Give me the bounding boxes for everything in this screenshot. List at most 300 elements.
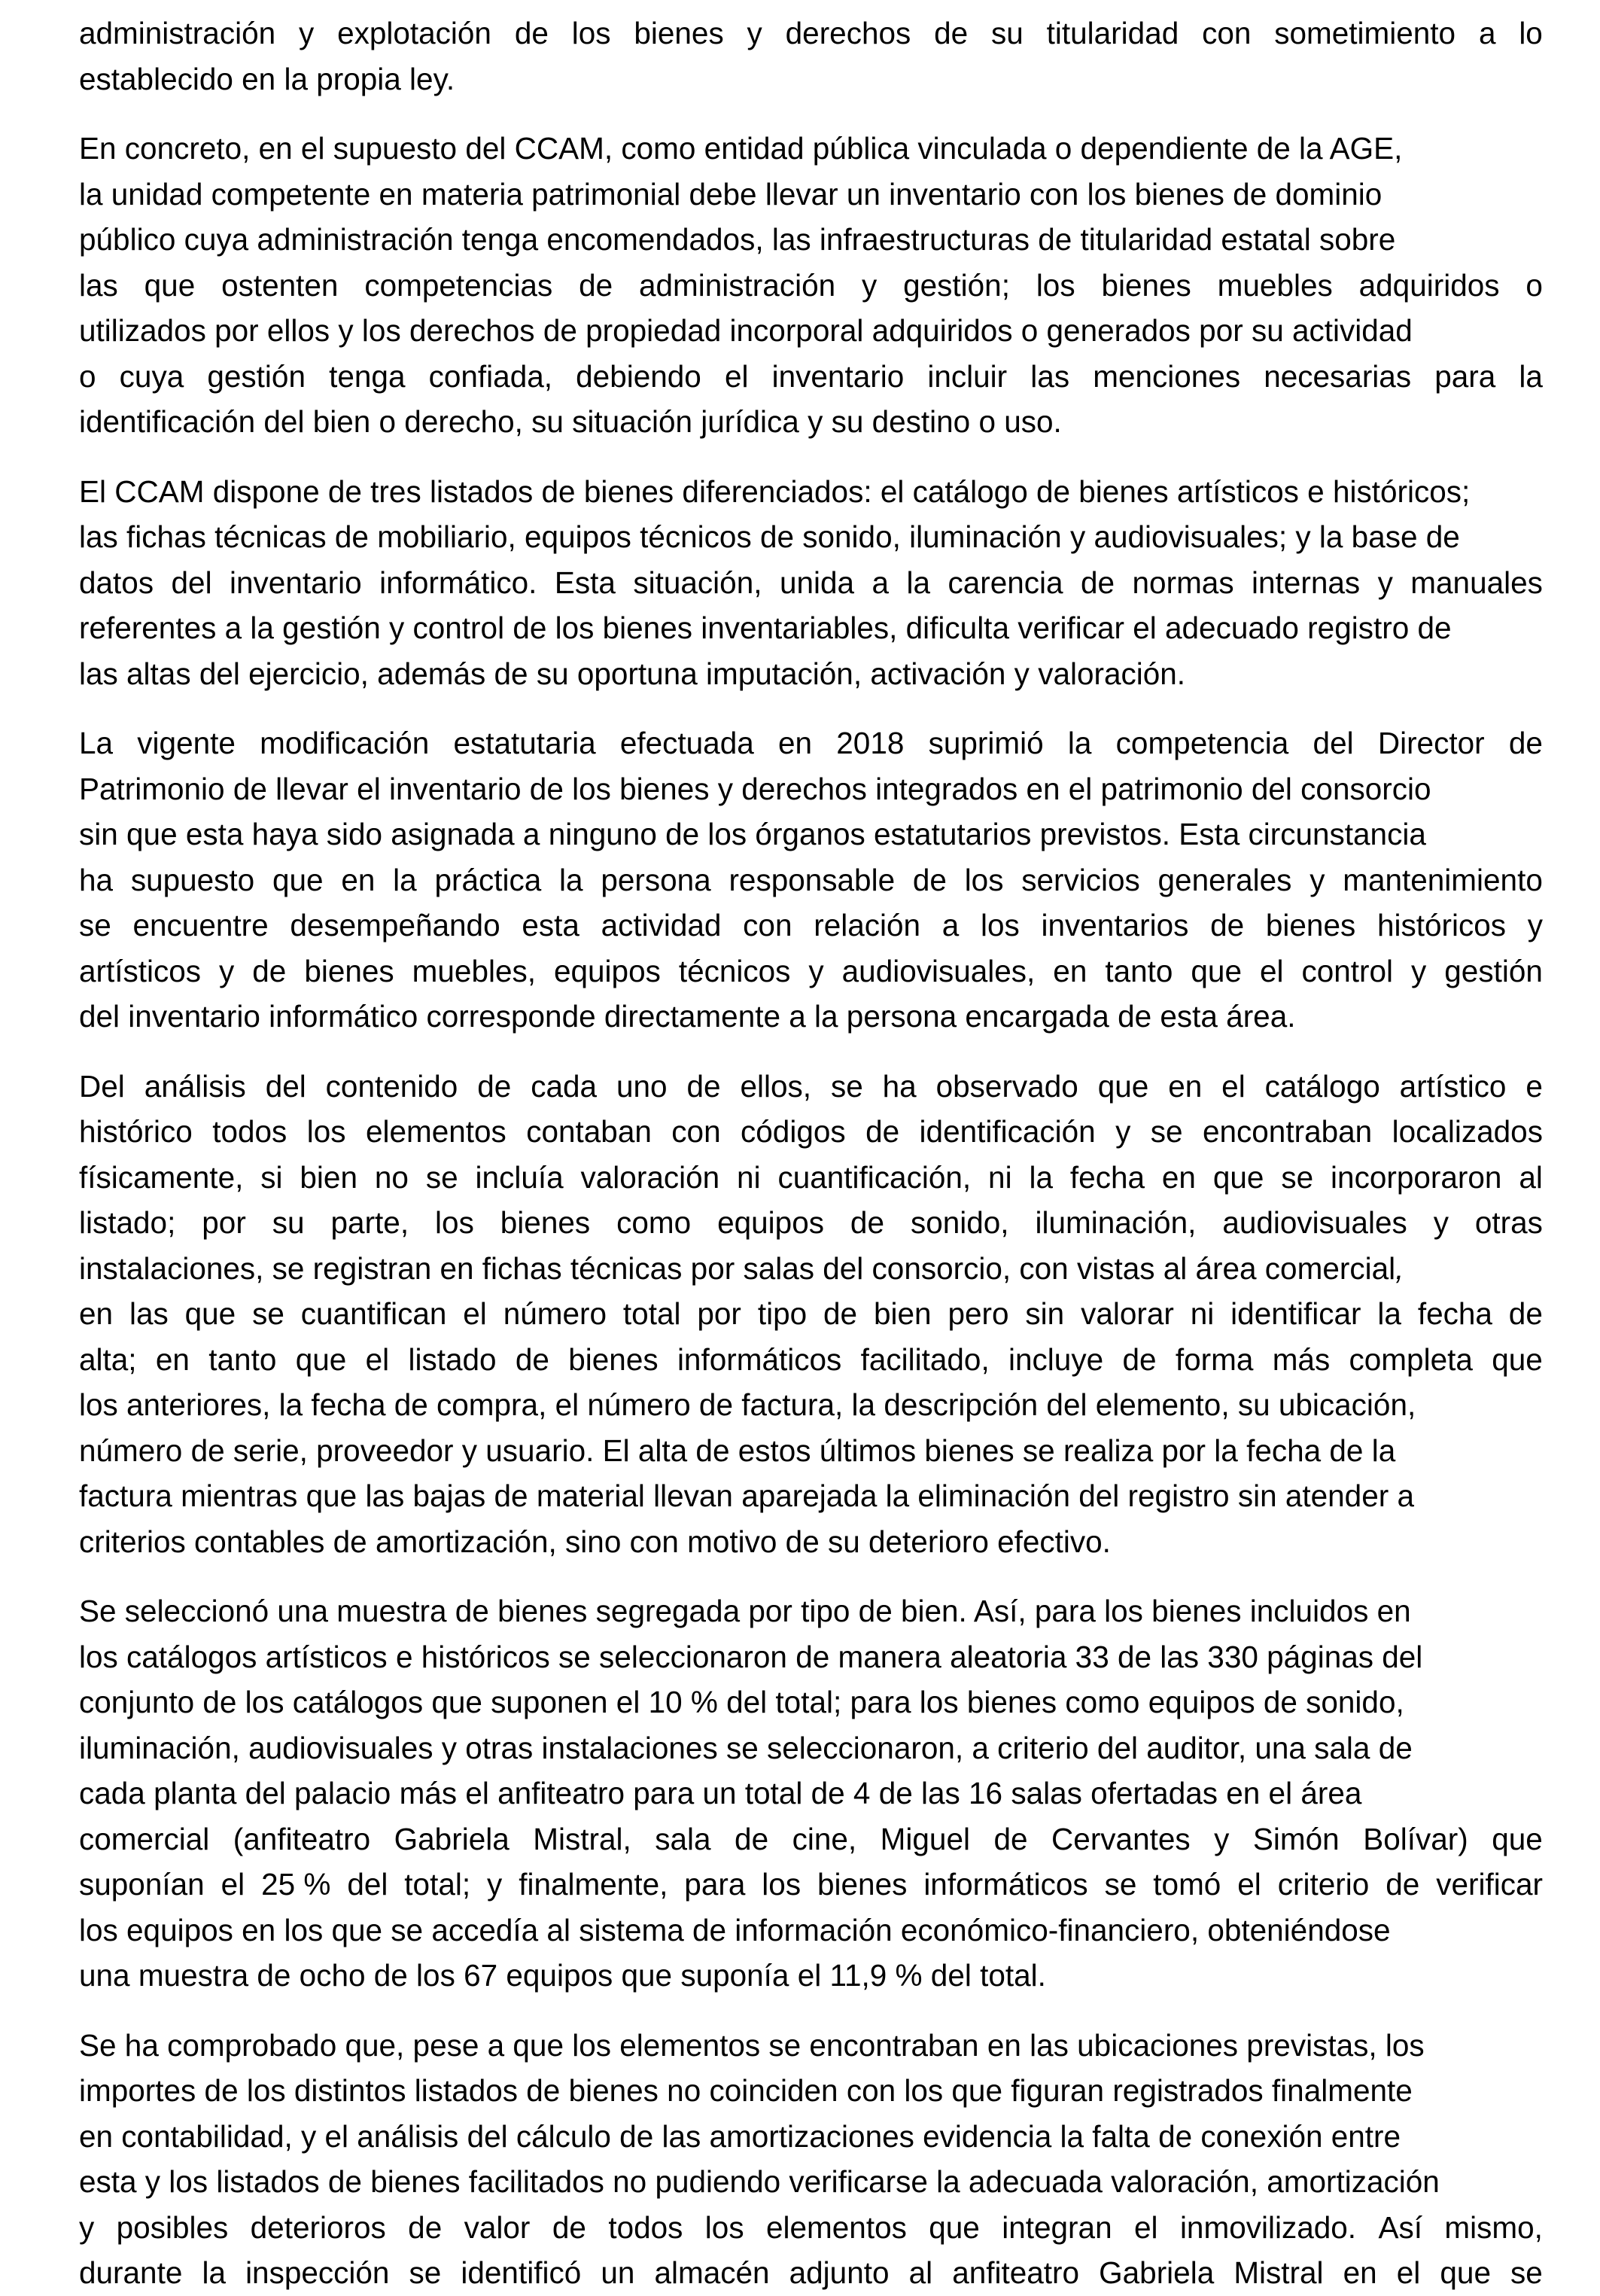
text-line: público cuya administración tenga encomendados, las infraestructuras de titularidad estatal sobre [79, 222, 1396, 257]
word: físicamente, [79, 1159, 244, 1195]
word: el [1396, 2255, 1421, 2290]
word: Director [1377, 726, 1485, 760]
word: en [1343, 2255, 1377, 2290]
word: las [1030, 358, 1070, 394]
word: se [1281, 1159, 1314, 1195]
word: identificación [919, 1114, 1096, 1149]
word: derechos [785, 16, 911, 50]
text-line [79, 354, 1543, 400]
word: supuesto [130, 862, 255, 897]
word: artísticos [79, 953, 202, 988]
word: y [1310, 862, 1325, 897]
word: y [1411, 953, 1427, 988]
text-line: establecido en la propia ley. [79, 61, 455, 96]
word: unida [779, 565, 855, 600]
text-line [79, 903, 1543, 949]
word: normas [1132, 565, 1234, 600]
word: necesarias [1264, 358, 1412, 394]
word: el [221, 1867, 245, 1902]
word: de [252, 953, 287, 988]
word: que [184, 1296, 236, 1331]
word: Del [79, 1068, 125, 1104]
word: el [724, 358, 749, 394]
word: de [1508, 1296, 1543, 1331]
text-line: El CCAM dispone de tres listados de bienes diferenciados: el catálogo de bienes artísticos e históricos; [79, 474, 1471, 509]
word: más [1272, 1341, 1331, 1377]
word: ni [988, 1159, 1012, 1195]
word: datos [79, 565, 154, 600]
text-line [79, 1291, 1543, 1337]
paragraph [79, 1064, 1543, 1565]
word: los [981, 908, 1020, 942]
word: se [252, 1296, 284, 1331]
word: informáticos [923, 1867, 1088, 1902]
word: ellos, [740, 1068, 812, 1104]
word: confiada, [428, 358, 552, 394]
word: menciones [1093, 358, 1241, 394]
word: la [393, 862, 417, 897]
word: y [1527, 908, 1543, 942]
word: tenga [329, 358, 406, 394]
word: identificó [461, 2255, 582, 2290]
word: que [1212, 1159, 1264, 1195]
word: y [487, 1867, 503, 1902]
word: debiendo [576, 358, 701, 394]
italic-punctuation: , [1395, 1250, 1404, 1286]
word: en [777, 726, 813, 760]
word: administración [79, 16, 276, 50]
word: del [347, 1867, 388, 1902]
word: incluye [1008, 1341, 1104, 1377]
word: de [865, 1114, 900, 1149]
word: Gabriela [1099, 2255, 1215, 2290]
word: Esta [554, 565, 616, 600]
word: y [1377, 565, 1393, 600]
word: explotación [337, 16, 491, 50]
word: adquiridos [1358, 267, 1500, 303]
word: la [1519, 358, 1543, 394]
word: Mistral, [533, 1821, 631, 1856]
word: iluminación, [1035, 1205, 1197, 1240]
text-line [79, 1862, 1543, 1908]
word: ha [79, 862, 114, 897]
text-line: Se seleccionó una muestra de bienes segregada por tipo de bien. Así, para los bienes incluidos en [79, 1594, 1411, 1628]
word: la [559, 862, 583, 897]
word: generales [1157, 862, 1292, 897]
text-line [79, 1109, 1543, 1155]
word: que [295, 1341, 347, 1377]
word: completa [1349, 1341, 1473, 1377]
word: responsable [729, 862, 896, 897]
word: se [830, 1068, 863, 1104]
word: elementos [365, 1114, 506, 1149]
word: situación, [633, 565, 762, 600]
word: en [341, 862, 376, 897]
word: de [686, 1068, 721, 1104]
word: y [1214, 1821, 1230, 1856]
word: que [144, 267, 196, 303]
text-line: los equipos en los que se accedía al sistema de información económico-financiero, obteniéndose [79, 1912, 1391, 1947]
text-line: identificación del bien o derecho, su situación jurídica y su destino o uso. [79, 404, 1062, 439]
word: bienes [1265, 908, 1356, 942]
word: los [306, 1114, 346, 1149]
word: de [912, 862, 947, 897]
word: total; [404, 1867, 471, 1902]
word: contaban [526, 1114, 652, 1149]
text-line [79, 263, 1543, 309]
word: inventario [771, 358, 905, 394]
word: sonido, [910, 1205, 1009, 1240]
word: encuentre [132, 908, 269, 942]
paragraph [79, 1588, 1543, 1999]
text-line: esta y los listados de bienes facilitados no pudiendo verificarse la adecuada valoración, amortización [79, 2164, 1440, 2199]
word: por [697, 1296, 741, 1331]
word: número [503, 1296, 607, 1331]
word: (anfiteatro [233, 1821, 371, 1856]
word: los [704, 2209, 744, 2245]
word: se [1150, 1114, 1183, 1149]
word: modificación [260, 726, 430, 760]
word: ni [737, 1159, 761, 1195]
word: sin [1025, 1296, 1065, 1331]
word: al [1519, 1159, 1543, 1195]
word: la [202, 2255, 226, 2290]
word: el [463, 1296, 487, 1331]
word: comercial [79, 1821, 210, 1856]
word: inspección [245, 2255, 390, 2290]
word: valoración [580, 1159, 720, 1195]
word: artístico [1399, 1068, 1507, 1104]
word: cada [531, 1068, 598, 1104]
word: y [1433, 1205, 1449, 1240]
paragraph [79, 11, 1543, 102]
word: criterio [1277, 1867, 1370, 1902]
word: de [552, 2209, 586, 2245]
word: los [435, 1205, 474, 1240]
word: del [265, 1068, 306, 1104]
text-line: sin que esta haya sido asignada a ninguno de los órganos estatutarios previstos. Esta circunstancia [79, 817, 1426, 851]
word: de [823, 1296, 858, 1331]
word: el [365, 1341, 390, 1377]
word: competencia [1115, 726, 1289, 760]
word: muebles [1217, 267, 1333, 303]
word: o [1525, 267, 1543, 303]
word: todos [212, 1114, 287, 1149]
text-line: referentes a la gestión y control de los bienes inventariables, dificulta verificar el adecuado registro de [79, 611, 1452, 645]
text-line [79, 857, 1543, 903]
text-line: las altas del ejercicio, además de su oportuna imputación, activación y valoración. [79, 656, 1186, 691]
text-line: una muestra de ocho de los 67 equipos que suponía el 11,9 % del total. [79, 1958, 1046, 1993]
word: gestión [1444, 953, 1543, 988]
word: fecha [1417, 1296, 1492, 1331]
word: con [743, 908, 792, 942]
word: los [964, 862, 1004, 897]
word: para [684, 1867, 746, 1902]
word: mantenimiento [1343, 862, 1543, 897]
word: total [622, 1296, 681, 1331]
word: actividad [601, 908, 722, 942]
word: identificar [1230, 1296, 1361, 1331]
word: de [850, 1205, 884, 1240]
word: de [934, 16, 969, 50]
word: vigente [137, 726, 236, 760]
word: y [861, 267, 878, 303]
word: si [260, 1159, 283, 1195]
word: y [1115, 1114, 1131, 1149]
text-line [79, 560, 1543, 606]
word: se [1510, 2255, 1543, 2290]
word: inventarios [1041, 908, 1189, 942]
word: para [1434, 358, 1496, 394]
word: no [374, 1159, 409, 1195]
word: incorporaron [1331, 1159, 1502, 1195]
word: análisis [144, 1068, 246, 1104]
word: históricos [1376, 908, 1507, 942]
word: competencias [364, 267, 553, 303]
word: se [79, 908, 111, 942]
text-line: Patrimonio de llevar el inventario de los bienes y derechos integrados en el patrimonio del consorcio [79, 771, 1431, 806]
word: bienes [500, 1205, 591, 1240]
text-line [79, 1816, 1543, 1862]
word: se [409, 2255, 442, 2290]
word: esta [522, 908, 579, 942]
word: uno [616, 1068, 668, 1104]
text-line: Se ha comprobado que, pese a que los elementos se encontraban en las ubicaciones previstas, los [79, 2027, 1425, 2063]
word: de [1210, 908, 1245, 942]
word: en [1168, 1068, 1203, 1104]
word: sometimiento [1274, 16, 1456, 50]
word: de [579, 267, 613, 303]
word: las [129, 1296, 169, 1331]
text-line: factura mientras que las bajas de material llevan aparejada la eliminación del registro sin atender a [79, 1478, 1414, 1513]
word: la [1029, 1159, 1054, 1195]
word: ostenten [221, 267, 339, 303]
word: los [762, 1867, 802, 1902]
text-line: la unidad competente en materia patrimonial debe llevar un inventario con los bienes de dominio [79, 176, 1383, 212]
word: la [1377, 1296, 1401, 1331]
word: de [515, 1341, 549, 1377]
word: fecha [1069, 1159, 1145, 1195]
word: sala [655, 1821, 711, 1856]
word: que [272, 862, 324, 897]
word: de [1081, 565, 1115, 600]
word: en [155, 1341, 190, 1377]
word: valor [464, 2209, 531, 2245]
word: un [601, 2255, 635, 2290]
word: a [871, 565, 890, 600]
word: audiovisuales, [841, 953, 1036, 988]
text-line [79, 1200, 1543, 1246]
word: valorar [1081, 1296, 1174, 1331]
text-line: criterios contables de amortización, sino con motivo de su deterioro efectivo. [79, 1524, 1111, 1559]
word: en [1053, 953, 1087, 988]
word: el [1134, 2209, 1158, 2245]
word: administración [639, 267, 836, 303]
word: que [1492, 1341, 1543, 1377]
text-line [79, 2250, 1543, 2296]
text-line [79, 1064, 1543, 1110]
word: de [735, 1821, 769, 1856]
word: manuales [1410, 565, 1543, 600]
word: de [1386, 1867, 1420, 1902]
text-line: los catálogos artísticos e históricos se seleccionaron de manera aleatoria 33 de las 330 páginas del [79, 1639, 1423, 1674]
word: todos [608, 2209, 683, 2245]
word: informáticos [677, 1341, 842, 1377]
word: del [171, 565, 212, 600]
word: bienes [304, 953, 394, 988]
word: cine, [792, 1821, 857, 1856]
text-line: del inventario informático corresponde directamente a la persona encargada de esta área. [79, 999, 1296, 1034]
text-line: las fichas técnicas de mobiliario, equipos técnicos de sonido, iluminación y audiovisuales; y la base de [79, 519, 1460, 554]
word: cuya [119, 358, 184, 394]
word: persona [601, 862, 711, 897]
word: carencia [948, 565, 1063, 600]
word: titularidad [1046, 16, 1179, 50]
word: de [1122, 1341, 1157, 1377]
text-line: utilizados por ellos y los derechos de propiedad incorporal adquiridos o generados por su actividad [79, 313, 1413, 348]
word: tipo [757, 1296, 808, 1331]
word: informático. [379, 565, 537, 600]
word: relación [814, 908, 921, 942]
word: bien [873, 1296, 932, 1331]
text-line: cada planta del palacio más el anfiteatro para un total de 4 de las 16 salas ofertadas en el área [79, 1776, 1362, 1810]
word: 25 % [261, 1867, 331, 1902]
text-line [79, 2205, 1543, 2251]
word: y [298, 16, 315, 50]
word: posibles [116, 2209, 229, 2245]
word: durante [79, 2255, 183, 2290]
word: a [1478, 16, 1496, 50]
word: y [219, 953, 235, 988]
word: se [425, 1159, 458, 1195]
text-line: instalaciones, se registran en fichas técnicas por salas del consorcio, con vistas al área comercial, [79, 1246, 1543, 1292]
text-line [79, 949, 1543, 994]
word: ha [882, 1068, 917, 1104]
word: catálogo [1264, 1068, 1380, 1104]
word: los [1036, 267, 1075, 303]
word: de [477, 1068, 512, 1104]
word: como [616, 1205, 692, 1240]
word: forma [1175, 1341, 1254, 1377]
word: muebles, [412, 953, 536, 988]
word: con [1202, 16, 1252, 50]
word: equipos [717, 1205, 824, 1240]
word: Miguel [880, 1821, 970, 1856]
word: tanto [1105, 953, 1173, 988]
word: parte, [330, 1205, 409, 1240]
word: facilitado, [860, 1341, 990, 1377]
word: Simón [1252, 1821, 1340, 1856]
word: gestión [207, 358, 306, 394]
text-line: iluminación, audiovisuales y otras instalaciones se seleccionaron, a criterio del auditor, una sala de [79, 1730, 1413, 1765]
word: la [1067, 726, 1092, 760]
word: bienes [817, 1867, 908, 1902]
word: al [908, 2255, 933, 2290]
word: equipos [553, 953, 661, 988]
word: listado [408, 1341, 497, 1377]
word: Así [1378, 2209, 1422, 2245]
word: e [1525, 1068, 1543, 1104]
word: encontraban [1202, 1114, 1373, 1149]
word: en [1161, 1159, 1196, 1195]
word: las [79, 267, 118, 303]
word: que [1191, 953, 1242, 988]
word: bien [300, 1159, 357, 1195]
word: de [514, 16, 549, 50]
paragraph [79, 469, 1543, 697]
word: lo [1519, 16, 1543, 50]
document-text-block [79, 11, 1543, 2296]
word: La [79, 726, 114, 760]
word: suponían [79, 1867, 205, 1902]
word: códigos [741, 1114, 846, 1149]
word: deterioros [250, 2209, 386, 2245]
word: su [272, 1205, 305, 1240]
word: almacén [654, 2255, 770, 2290]
word: su [991, 16, 1024, 50]
word: y [808, 953, 824, 988]
word: pero [948, 1296, 1009, 1331]
word: cuantificación, [777, 1159, 972, 1195]
word: de [408, 2209, 443, 2245]
word: bienes [1101, 267, 1191, 303]
word: que [929, 2209, 980, 2245]
word: incluía [475, 1159, 564, 1195]
word: observado [935, 1068, 1078, 1104]
word: en [79, 1296, 114, 1331]
word: de [993, 1821, 1028, 1856]
paragraph [79, 126, 1543, 445]
word: del [1313, 726, 1354, 760]
word: 2018 [836, 726, 905, 760]
text-line [79, 1155, 1543, 1201]
word: a [941, 908, 960, 942]
word: inmovilizado. [1179, 2209, 1357, 2245]
word: histórico [79, 1114, 193, 1149]
word: con [671, 1114, 721, 1149]
word: ni [1190, 1296, 1215, 1331]
text-line [79, 11, 1543, 56]
word: y [79, 2209, 95, 2245]
word: estatutaria [453, 726, 596, 760]
word: tanto [208, 1341, 277, 1377]
word: se [1104, 1867, 1137, 1902]
paragraph [79, 720, 1543, 1040]
word: adjunto [789, 2255, 890, 2290]
word: Bolívar) [1363, 1821, 1468, 1856]
word: desempeñando [290, 908, 500, 942]
text-line: los anteriores, la fecha de compra, el número de factura, la descripción del elemento, su ubicación, [79, 1387, 1416, 1422]
word: inventario [230, 565, 362, 600]
word: el [1237, 1867, 1261, 1902]
text-line: en contabilidad, y el análisis del cálculo de las amortizaciones evidencia la falta de conexión entre [79, 2118, 1401, 2154]
word: finalmente, [519, 1867, 668, 1902]
word: internas [1252, 565, 1361, 600]
word: por [202, 1205, 246, 1240]
word: verificar [1436, 1867, 1543, 1902]
text-line [79, 720, 1543, 766]
word: técnicos [678, 953, 791, 988]
paragraph [79, 2023, 1543, 2296]
word: alta; [79, 1341, 137, 1377]
word: anfiteatro [952, 2255, 1080, 2290]
word: Cervantes [1051, 1821, 1191, 1856]
word: efectuada [619, 726, 754, 760]
word: o [79, 358, 96, 394]
word: incluir [927, 358, 1008, 394]
word: suprimió [928, 726, 1044, 760]
word: gestión; [903, 267, 1010, 303]
